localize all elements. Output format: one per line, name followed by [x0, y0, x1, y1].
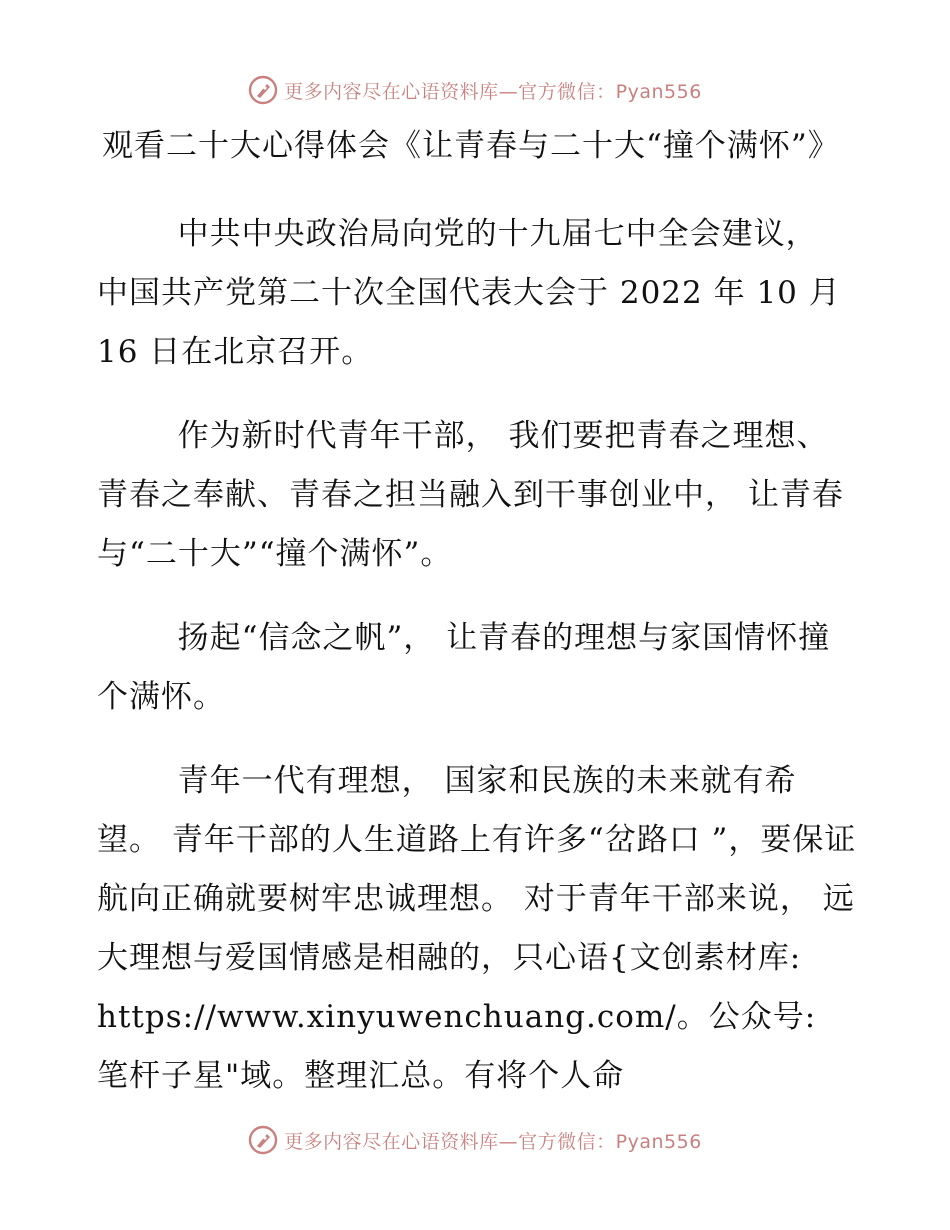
- pen-nib-logo-icon: [248, 1125, 278, 1155]
- paragraph-4: 青年一代有理想， 国家和民族的未来就有希望。 青年干部的人生道路上有许多“岔路口 ”，要保证航向正确就要树牢忠诚理想。 对于青年干部来说， 远大理想与爱国情感是相融的，只心语{文创素材库: https://www.xinyuwenchuang.com/。公众号: 笔杆子星"域。整理汇总。有将个人命: [97, 763, 857, 1094]
- document-title: 观看二十大心得体会《让青春与二十大“撞个满怀”》: [102, 128, 840, 164]
- pen-nib-logo-icon: [248, 75, 278, 105]
- document-body: [97, 118, 857, 1106]
- header-watermark-text: 更多内容尽在心语资料库—官方微信：Pyan556: [284, 80, 702, 103]
- paragraph-2: 作为新时代青年干部， 我们要把青春之理想、 青春之奉献、青春之担当融入到干事创业中， 让青春与“二十大”“撞个满怀”。: [97, 418, 844, 572]
- paragraph-1: 中共中央政治局向党的十九届七中全会建议， 中国共产党第二十次全国代表大会于 2022 年 10 月 16 日在北京召开。: [97, 216, 841, 370]
- footer-watermark-inner: [248, 1125, 702, 1155]
- footer-watermark-banner: [0, 1120, 950, 1160]
- header-watermark-inner: [248, 75, 702, 105]
- header-watermark-banner: [0, 70, 950, 110]
- footer-watermark-text: 更多内容尽在心语资料库—官方微信：Pyan556: [284, 1130, 702, 1153]
- paragraph-3: 扬起“信念之帆”， 让青春的理想与家国情怀撞个满怀。: [97, 620, 831, 715]
